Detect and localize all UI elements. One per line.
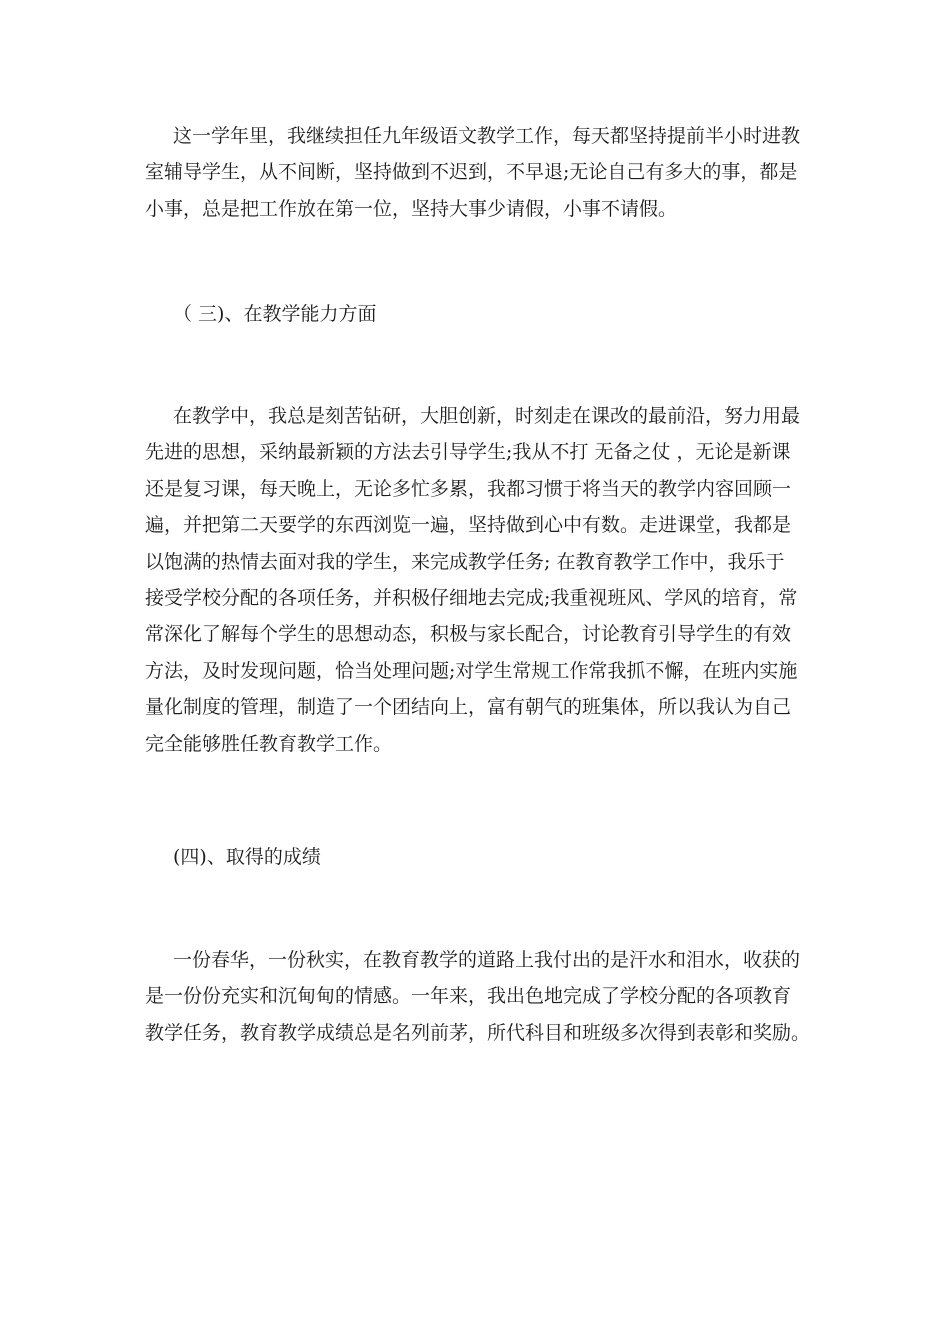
paragraph-line: 先进的思想，采纳最新颖的方法去引导学生;我从不打 无备之仗 ，无论是新课 [145, 441, 791, 464]
paragraph-line: 遍，并把第二天要学的东西浏览一遍，坚持做到心中有数。走进课堂，我都是 [145, 514, 792, 537]
paragraph-line: 方法，及时发现问题，恰当处理问题;对学生常规工作常我抓不懈，在班内实施 [145, 659, 798, 682]
paragraph-work-attitude [145, 118, 815, 227]
paragraph-line: 室辅导学生，从不间断，坚持做到不迟到，不早退;无论自己有多大的事，都是 [145, 161, 798, 184]
section-heading-teaching-ability [145, 300, 815, 328]
section-heading-achievements [145, 843, 815, 871]
paragraph-line: 常深化了解每个学生的思想动态，积极与家长配合，讨论教育引导学生的有效 [145, 623, 792, 646]
paragraph-line: 小事，总是把工作放在第一位，坚持大事少请假，小事不请假。 [145, 197, 678, 220]
paragraph-achievements [145, 942, 815, 1051]
section-heading: （ 三)、在教学能力方面 [173, 303, 377, 325]
paragraph-line: 还是复习课，每天晚上，无论多忙多累，我都习惯于将当天的教学内容回顾一 [145, 477, 792, 500]
paragraph-line: 一份春华，一份秋实，在教育教学的道路上我付出的是汗水和泪水，收获的 [173, 949, 801, 971]
paragraph-line: 以饱满的热情去面对我的学生，来完成教学任务; 在教育教学工作中，我乐于 [145, 550, 785, 573]
paragraph-line: 这一学年里，我继续担任九年级语文教学工作，每天都坚持提前半小时进教 [173, 125, 801, 147]
paragraph-teaching-ability [145, 398, 815, 762]
paragraph-line: 接受学校分配的各项任务，并积极仔细地去完成;我重视班风、学风的培育，常 [145, 586, 798, 609]
section-heading: (四)、取得的成绩 [173, 846, 321, 868]
paragraph-line: 教学任务，教育教学成绩总是名列前茅，所代科目和班级多次得到表彰和奖励。 [145, 1021, 811, 1044]
paragraph-line: 在教学中，我总是刻苦钻研，大胆创新，时刻走在课改的最前沿，努力用最 [173, 405, 801, 427]
paragraph-line: 量化制度的管理，制造了一个团结向上，富有朝气的班集体，所以我认为自己 [145, 696, 792, 719]
paragraph-line: 是一份份充实和沉甸甸的情感。一年来，我出色地完成了学校分配的各项教育 [145, 985, 792, 1008]
paragraph-line: 完全能够胜任教育教学工作。 [145, 732, 393, 755]
